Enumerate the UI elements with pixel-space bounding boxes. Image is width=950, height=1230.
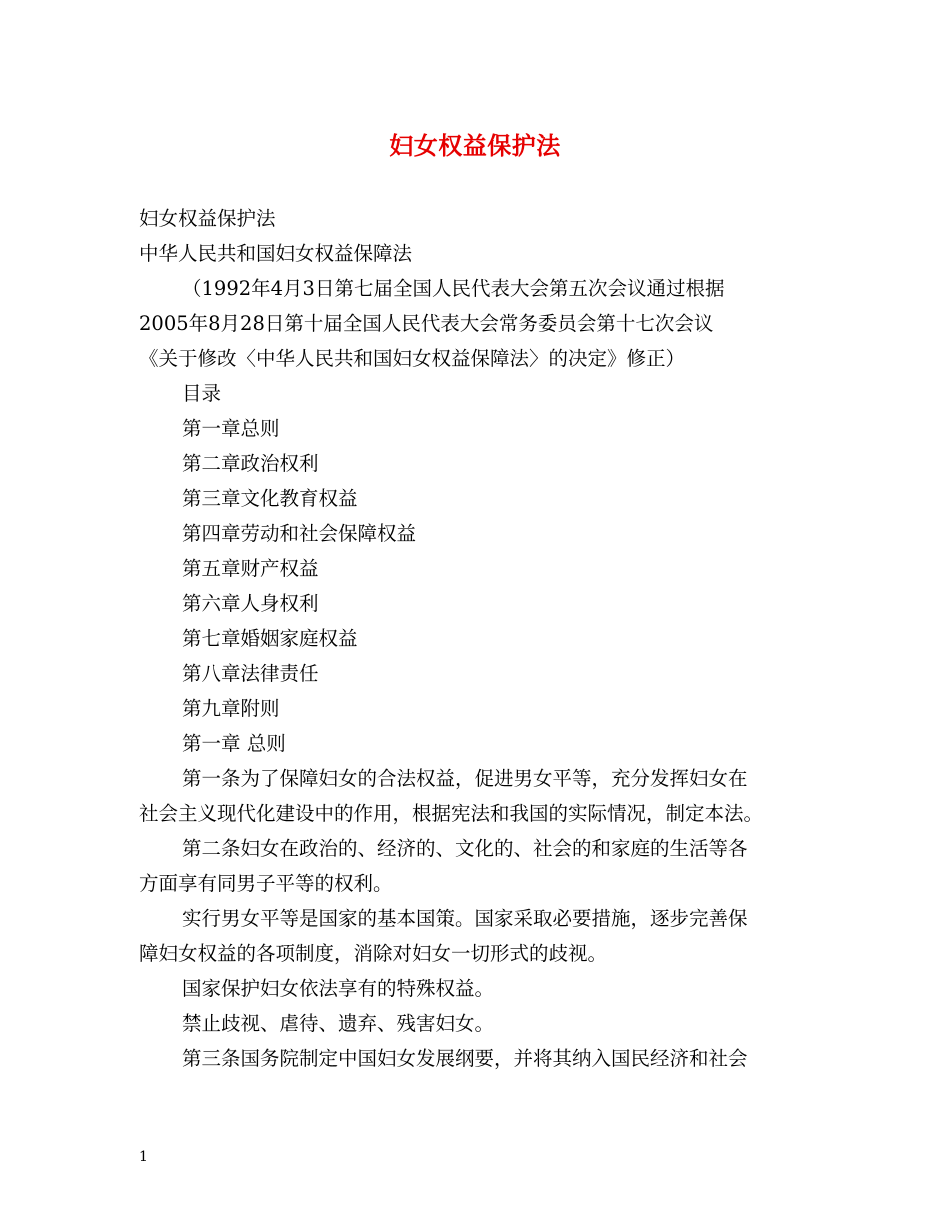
toc-item: 第七章婚姻家庭权益 bbox=[182, 627, 358, 650]
article-text: 国家保护妇女依法享有的特殊权益。 bbox=[182, 977, 495, 1000]
article-text: 禁止歧视、虐待、遗弃、残害妇女。 bbox=[182, 1012, 495, 1035]
article-text: 第二条妇女在政治的、经济的、文化的、社会的和家庭的生活等各 bbox=[182, 837, 748, 860]
toc-item: 第八章法律责任 bbox=[182, 662, 319, 685]
article-text: 第三条国务院制定中国妇女发展纲要，并将其纳入国民经济和社会 bbox=[182, 1047, 748, 1070]
document-body bbox=[139, 201, 819, 1076]
text-line-law-name: 中华人民共和国妇女权益保障法 bbox=[139, 242, 413, 265]
text-line-enactment-note: （1992年4月3日第七届全国人民代表大会第五次会议通过根据 bbox=[182, 277, 725, 300]
article-text: 实行男女平等是国家的基本国策。国家采取必要措施，逐步完善保 bbox=[182, 907, 748, 930]
toc-item: 第四章劳动和社会保障权益 bbox=[182, 522, 417, 545]
toc-item: 第一章总则 bbox=[182, 417, 280, 440]
text-line-enactment-note: 2005年8月28日第十届全国人民代表大会常务委员会第十七次会议 bbox=[139, 312, 714, 335]
toc-item: 第九章附则 bbox=[182, 697, 280, 720]
article-text: 社会主义现代化建设中的作用，根据宪法和我国的实际情况，制定本法。 bbox=[139, 802, 764, 825]
page-number: 1 bbox=[139, 1149, 148, 1165]
article-text: 障妇女权益的各项制度，消除对妇女一切形式的歧视。 bbox=[139, 942, 608, 965]
document-title: 妇女权益保护法 bbox=[389, 131, 561, 160]
toc-item: 第二章政治权利 bbox=[182, 452, 319, 475]
toc-item: 第六章人身权利 bbox=[182, 592, 319, 615]
chapter-heading: 第一章 总则 bbox=[182, 732, 286, 755]
article-text: 方面享有同男子平等的权利。 bbox=[139, 872, 393, 895]
text-line-subtitle: 妇女权益保护法 bbox=[139, 207, 276, 230]
toc-item: 第三章文化教育权益 bbox=[182, 487, 358, 510]
text-line-enactment-note: 《关于修改〈中华人民共和国妇女权益保障法〉的决定》修正） bbox=[139, 347, 686, 370]
article-text: 第一条为了保障妇女的合法权益，促进男女平等，充分发挥妇女在 bbox=[182, 767, 748, 790]
toc-heading: 目录 bbox=[182, 382, 222, 405]
toc-item: 第五章财产权益 bbox=[182, 557, 319, 580]
